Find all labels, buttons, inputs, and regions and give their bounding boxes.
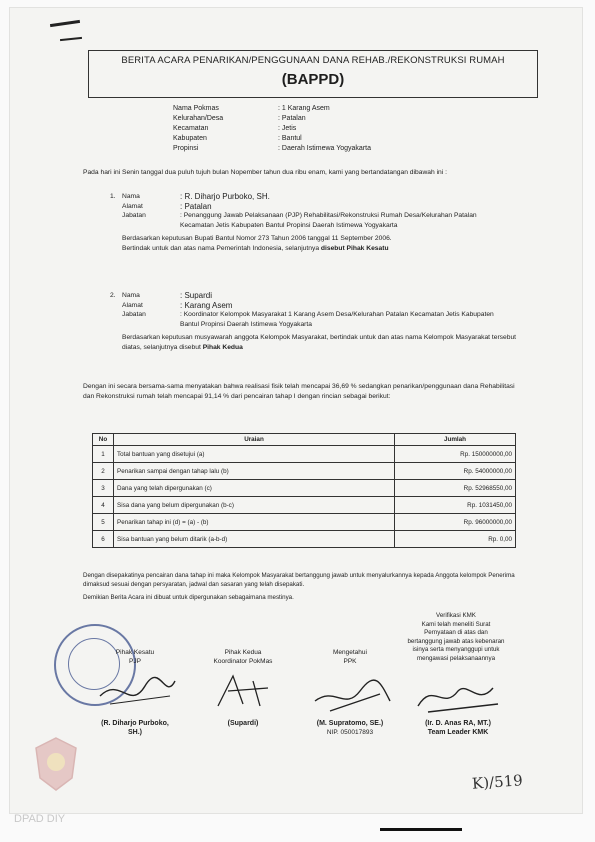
party-two [110, 291, 522, 352]
info-label: Kabupaten [173, 135, 207, 142]
document-page [10, 8, 582, 813]
party-basis: Berdasarkan keputusan Bupati Bantul Nomor 273 Tahun 2006 tanggal 11 September 2006. [122, 235, 392, 242]
document-abbreviation: (BAPPD) [281, 71, 345, 88]
signatory-name: (Supardi) [227, 720, 259, 727]
info-row [173, 124, 371, 134]
row-description: Sisa bantuan yang belum ditarik (a-b-d) [114, 531, 395, 548]
field-label: Jabatan [122, 212, 146, 219]
signatory-role: Mengetahui [333, 649, 367, 656]
basis-designation: Pihak Kedua [202, 343, 243, 351]
row-amount: Rp. 52968550,00 [395, 480, 516, 497]
handwritten-signature [408, 676, 508, 716]
info-label: Kecamatan [173, 125, 209, 132]
info-row [173, 144, 371, 154]
signatory-position: Koordinator PokMas [213, 658, 273, 665]
handwritten-note: K)/519 [471, 771, 524, 793]
signatory-title: Team Leader KMK [427, 729, 489, 736]
row-amount: Rp. 54000000,00 [395, 463, 516, 480]
column-header: Jumlah [395, 434, 516, 446]
verification-text: Kami telah meneliti Surat Pernyataan di atas dan bertanggung jawab atas kebenaran isinya serta menyanggupi untuk mengawasi pelaksanaannya [407, 620, 505, 662]
signatory-role: Pihak Kedua [224, 649, 262, 656]
signature-block-ppk [300, 648, 400, 737]
table-row [93, 497, 516, 514]
signatory-role: Pihak Kesatu [115, 649, 155, 656]
signature-block-party-one [90, 648, 180, 737]
pen-mark [60, 37, 82, 41]
party-role: : Penanggung Jawab Pelaksanaan (PJP) Rehabilitasi/Rekonstruksi Rumah Desa/Kelurahan Patalan Kecamatan Jetis Kabupaten Bantul Propinsi Daerah Istimewa Yogyakarta [180, 212, 477, 229]
closing-paragraph: Dengan disepakatinya pencairan dana tahap ini maka Kelompok Masyarakat bertanggung jawab untuk menyalurkannya kepada Anggota kelompok Penerima dimaksud sesuai dengan persyaratan, jadwal dan sasaran yang telah disepakati. [83, 572, 515, 588]
signature-block-team-leader [408, 676, 508, 737]
row-number: 6 [93, 531, 114, 548]
row-amount: Rp. 150000000,00 [395, 446, 516, 463]
fund-table [92, 433, 516, 548]
row-amount: Rp. 1031450,00 [395, 497, 516, 514]
archive-watermark: DPAD DIY [14, 813, 66, 825]
column-header: Uraian [114, 434, 395, 446]
title-box [88, 50, 538, 98]
info-label: Propinsi [173, 145, 199, 152]
basis-text: Berdasarkan keputusan musyawarah anggota Kelompok Masyarakat, bertindak untuk dan atas nama Kelompok Masyarakat tersebut diatas, selanjutnya disebut [122, 334, 517, 351]
signatory-name: (R. Diharjo Purboko, [101, 720, 169, 727]
pokmas-info [173, 104, 371, 154]
row-number: 4 [93, 497, 114, 514]
pen-mark [50, 20, 80, 27]
handwritten-signature [198, 666, 288, 716]
table-header [93, 434, 516, 446]
party-role: : Koordinator Kelompok Masyarakat 1 Karang Asem Desa/Kelurahan Patalan Kecamatan Jetis Kabupaten Bantul Propinsi Daerah Istimewa Yogyakarta [180, 311, 494, 328]
row-number: 2 [93, 463, 114, 480]
info-row [173, 104, 371, 114]
info-value: : Bantul [278, 135, 302, 142]
table-row [93, 531, 516, 548]
signatory-name: (M. Supratomo, SE.) [316, 720, 384, 727]
scan-artifact [380, 828, 462, 831]
emblem-logo [32, 736, 80, 792]
signatory-name: (Ir. D. Anas RA, MT.) [425, 720, 491, 727]
signatory-name-suffix: SH.) [128, 729, 142, 736]
party-one [110, 192, 522, 253]
table-row [93, 480, 516, 497]
table-row [93, 463, 516, 480]
info-value: : Daerah Istimewa Yogyakarta [278, 145, 371, 152]
row-description: Penarikan sampai dengan tahap lalu (b) [114, 463, 395, 480]
closing-statement: Demikian Berita Acara ini dibuat untuk dipergunakan sebagaimana mestinya. [83, 594, 294, 601]
info-value: : Patalan [278, 115, 306, 122]
party-name: : R. Diharjo Purboko, SH. [180, 192, 270, 201]
info-row [173, 114, 371, 124]
info-row [173, 134, 371, 144]
kmk-verification [406, 612, 506, 663]
field-label: Alamat [122, 202, 143, 210]
statement-paragraph: Dengan ini secara bersama-sama menyatakan bahwa realisasi fisik telah mencapai 36,69 % sedangkan penarikan/penggunaan dana Rehabilitasi dan Rekonstruksi rumah telah mencapai 91,14 % dari pencairan tahap I dengan rincian sebagai berikut: [83, 383, 515, 400]
intro-paragraph: Pada hari ini Senin tanggal dua puluh tujuh bulan Nopember tahun dua ribu enam, kami yang bertandatangan dibawah ini : [83, 169, 447, 176]
party-number: 1. [110, 193, 116, 200]
party-address: : Patalan [180, 201, 212, 211]
acting-text: Bertindak untuk dan atas nama Pemerintah Indonesia, selanjutnya [122, 244, 321, 252]
signatory-position: PJP [129, 658, 141, 665]
table-row [93, 514, 516, 531]
row-amount: Rp. 96000000,00 [395, 514, 516, 531]
signature-block-party-two [198, 648, 288, 728]
row-number: 3 [93, 480, 114, 497]
column-header: No [93, 434, 114, 446]
signatory-nip: NIP. 050017893 [326, 729, 374, 736]
party-name: : Supardi [180, 291, 213, 300]
row-number: 1 [93, 446, 114, 463]
field-label: Nama [122, 193, 140, 200]
party-basis [122, 333, 522, 352]
party-number: 2. [110, 292, 116, 299]
party-address: : Karang Asem [180, 300, 233, 310]
acting-designation: disebut Pihak Kesatu [320, 244, 389, 252]
row-description: Penarikan tahap ini (d) = (a) - (b) [114, 514, 395, 531]
info-value: : 1 Karang Asem [278, 105, 330, 112]
signatory-position: PPK [343, 658, 357, 665]
table-row [93, 446, 516, 463]
field-label: Alamat [122, 301, 143, 309]
field-label: Jabatan [122, 311, 146, 318]
handwritten-signature [90, 666, 180, 716]
row-number: 5 [93, 514, 114, 531]
info-label: Kelurahan/Desa [173, 115, 224, 122]
row-description: Total bantuan yang disetujui (a) [114, 446, 395, 463]
info-label: Nama Pokmas [173, 105, 219, 112]
row-amount: Rp. 0,00 [395, 531, 516, 548]
row-description: Dana yang telah dipergunakan (c) [114, 480, 395, 497]
party-acting [122, 244, 522, 254]
info-value: : Jetis [278, 125, 297, 132]
handwritten-signature [300, 666, 400, 716]
row-description: Sisa dana yang belum dipergunakan (b-c) [114, 497, 395, 514]
field-label: Nama [122, 292, 140, 299]
document-title: BERITA ACARA PENARIKAN/PENGGUNAAN DANA REHAB./REKONSTRUKSI RUMAH [121, 55, 505, 66]
verification-title: Verifikasi KMK [436, 612, 476, 619]
